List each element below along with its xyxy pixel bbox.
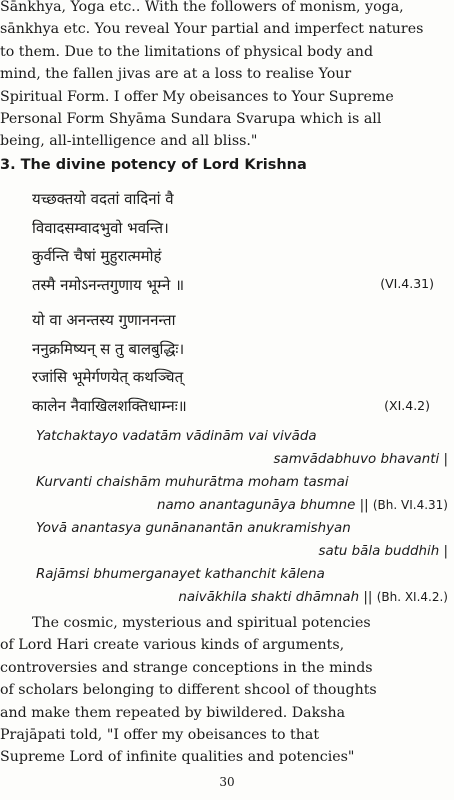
text-line: of Lord Hari create various kinds of arguments,: [0, 637, 345, 654]
translit-line: satu bāla buddhih |: [318, 544, 448, 559]
verse-reference: (Bh. VI.4.31): [372, 498, 448, 512]
verse-reference: (Bh. XI.4.2.): [376, 590, 448, 604]
sanskrit-verse-1: [32, 185, 184, 299]
text-line: Personal Form Shyāma Sundara Svarupa which is all: [0, 111, 382, 128]
translit-line: Yatchaktayo vadatām vādinām vai vivāda: [36, 429, 317, 444]
verse-line: यो वा अनन्तस्य गुणाननन्ता: [32, 311, 176, 329]
verse-line: कालेन नैवाखिलशक्तिधाम्नः॥: [32, 396, 187, 415]
translit-line: Kurvanti chaishām muhurātma moham tasmai: [36, 475, 349, 490]
text-line: of scholars belonging to different shcool of thoughts: [0, 682, 377, 699]
text-line: The cosmic, mysterious and spiritual potencies: [32, 615, 371, 631]
verse-line: रजांसि भूमेर्गणयेत् कथञ्चित्: [32, 368, 184, 386]
translit-line: Yovā anantasya gunānanantān anukramishyan: [36, 521, 351, 536]
intro-paragraph: [0, 0, 454, 153]
translit-text: naivākhila shakti dhāmnah ||: [178, 590, 373, 605]
page-number: 30: [219, 775, 235, 789]
verse-line: कुर्वन्ति चैषां मुहुरात्ममोहं: [32, 247, 162, 265]
translit-line-with-ref: [36, 586, 448, 609]
translit-line-with-ref: [36, 494, 448, 517]
translit-text: namo anantagunāya bhumne ||: [156, 498, 369, 513]
sanskrit-verse-2: [32, 306, 187, 420]
verse-reference: (VI.4.31): [380, 276, 434, 291]
text-line: Prajāpati told, "I offer my obeisances to that: [0, 727, 320, 744]
translit-line: samvādabhuvo bhavanti |: [273, 452, 448, 467]
text-line: to them. Due to the limitations of physical body and: [0, 43, 374, 60]
text-line: mind, the fallen jivas are at a loss to realise Your: [0, 66, 352, 83]
verse-reference: (XI.4.2): [384, 398, 430, 413]
text-line: Sānkhya, Yoga etc.. With the followers of monism, yoga,: [0, 0, 404, 15]
verse-line: ननुक्रमिष्यन् स तु बालबुद्धिः।: [32, 339, 185, 358]
text-line: Spiritual Form. I offer My obeisances to Your Supreme: [0, 88, 394, 105]
verse-line: तस्मै नमोऽनन्तगुणाय भूम्ने ॥: [32, 275, 185, 294]
closing-paragraph: [0, 612, 454, 769]
text-line: controversies and strange conceptions in the minds: [0, 659, 373, 676]
text-line: being, all-intelligence and all bliss.": [0, 133, 258, 150]
text-line: sānkhya etc. You reveal Your partial and imperfect natures: [0, 21, 424, 38]
text-line: and make them repeated by biwildered. Daksha: [0, 704, 346, 721]
text-line: Supreme Lord of infinite qualities and potencies": [0, 749, 355, 766]
verse-line: विवादसम्वादभुवो भवन्ति।: [32, 218, 169, 237]
section-heading: 3. The divine potency of Lord Krishna: [0, 157, 307, 173]
transliteration-block: [36, 425, 448, 609]
translit-line: Rajāmsi bhumerganayet kathanchit kālena: [36, 567, 325, 582]
verse-line: यच्छक्तयो वदतां वादिनां वै: [32, 190, 174, 208]
